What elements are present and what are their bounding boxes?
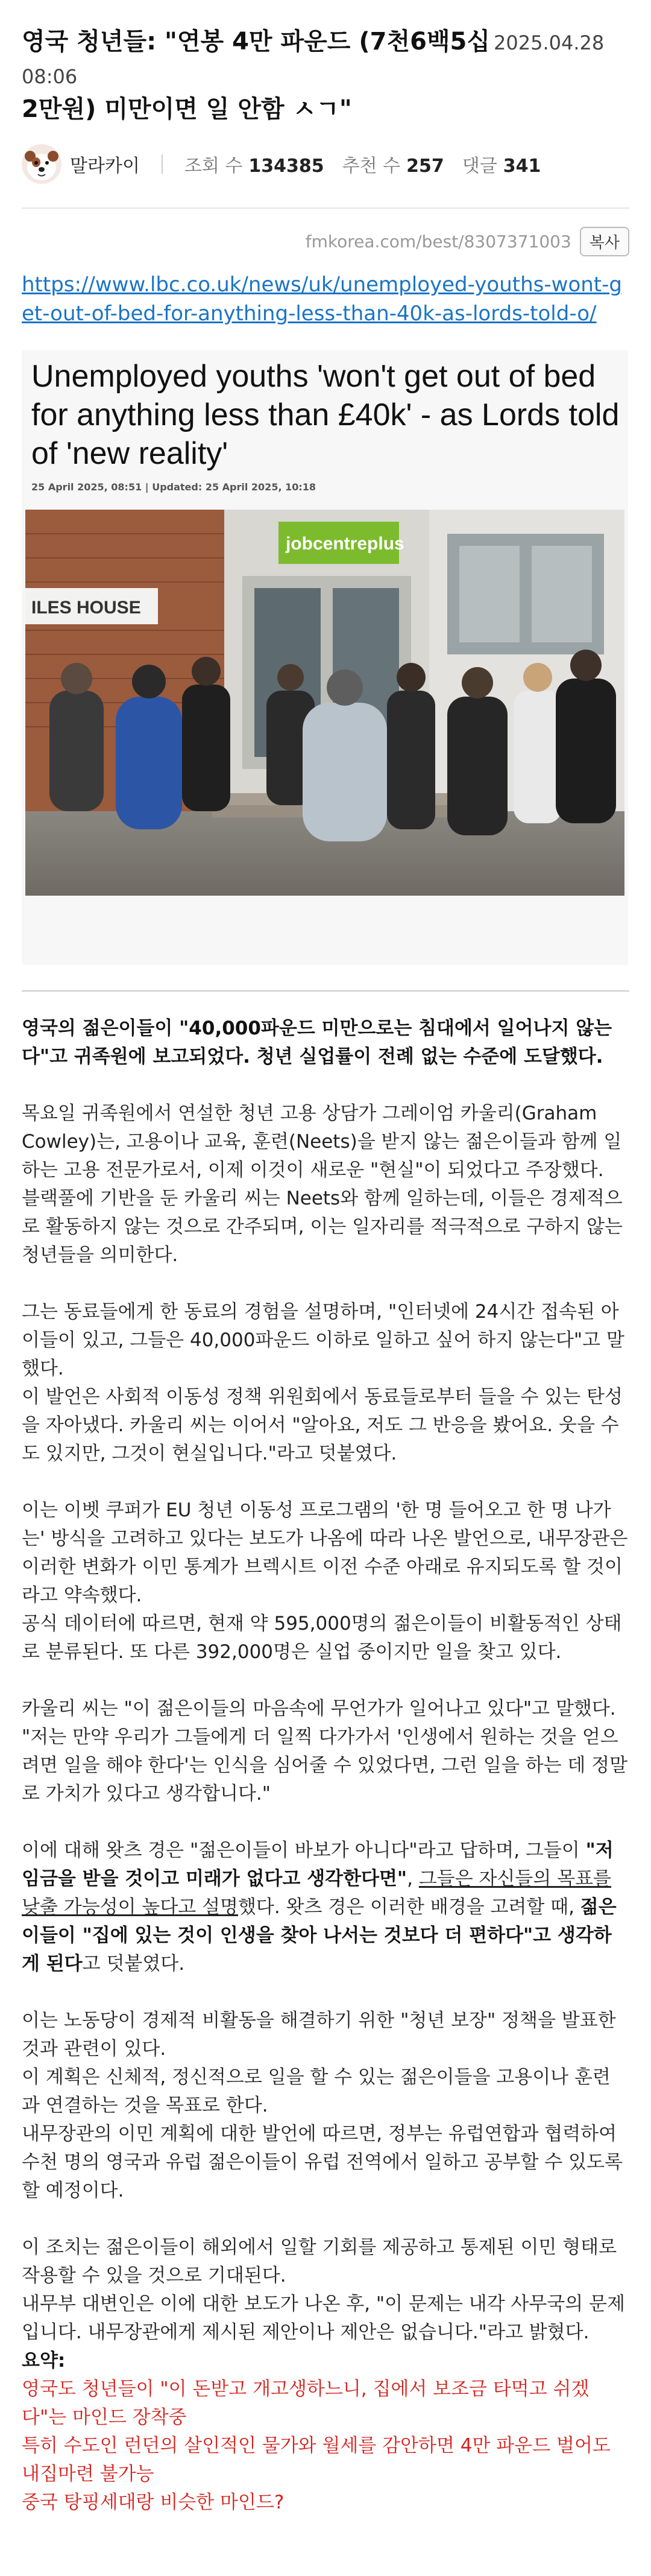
summary-line: 영국도 청년들이 "이 돈받고 개고생하느니, 집에서 보조금 타먹고 쉬겠다"는 마인드 장착중: [22, 2378, 590, 2428]
comment-count-label: 댓글: [462, 156, 497, 177]
article-headline: Unemployed youths 'won't get out of bed for anything less than £40k' - as Lords told of 'new reality': [31, 359, 620, 471]
text-run: 했다. 왓츠 경은 이러한 배경을 고려할 때,: [237, 1896, 580, 1918]
article-photo: [25, 510, 624, 896]
summary-line: 특히 수도인 런던의 살인적인 물가와 월세를 감안하면 4만 파운드 벌어도 내집마련 불가능: [22, 2435, 611, 2485]
post-date: 2025.04.28 08:06: [22, 31, 605, 88]
body-paragraph: 이 조치는 젊은이들이 해외에서 일할 기회를 제공하고 통제된 이민 형태로 작용할 수 있을 것으로 기대된다.: [22, 2236, 617, 2286]
like-count: [342, 151, 444, 177]
bold-run: 젊은이들이 "집에 있는 것이 인생을 찾아 나서는 것보다 더 편하다"고 생각하게 된다: [22, 1896, 617, 1975]
body-paragraph: 내무부 대변인은 이에 대한 보도가 나온 후, "이 문제는 내각 사무국의 문제입니다. 내무장관에게 제시된 제안이나 제안은 없습니다."라고 밝혔다.: [22, 2293, 625, 2343]
summary-line: 중국 탕핑세대랑 비슷한 마인드?: [22, 2492, 285, 2513]
text-run: ,: [407, 1868, 419, 1890]
article-screenshot: [22, 350, 628, 965]
header-divider: [22, 207, 629, 209]
content-divider: [22, 990, 629, 992]
like-count-label: 추천 수: [342, 156, 401, 177]
post-body: [22, 1014, 628, 2517]
copy-url-button[interactable]: 복사: [580, 227, 629, 256]
comment-count-value: 341: [503, 156, 541, 177]
view-count-value: 134385: [248, 156, 324, 177]
text-run: 이에 대해 왓츠 경은 "젊은이들이 바보가 아니다"라고 답하며, 그들이: [22, 1840, 586, 1861]
post-meta: [22, 141, 629, 187]
post-title-line2: 2만원) 미만이면 일 안함 ㅅㄱ": [22, 95, 352, 123]
photo-sign-left: ILES HOUSE: [31, 598, 141, 618]
body-paragraph-mixed: [22, 1837, 628, 1978]
body-lead: 영국의 젊은이들이 "40,000파운드 미만으로는 침대에서 일어나지 않는다"고 귀족원에 보고되었다. 청년 실업률이 전례 없는 수준에 도달했다.: [22, 1017, 612, 1068]
crowd: [49, 650, 616, 841]
like-count-value: 257: [406, 156, 444, 177]
bold-run: "저임금을 받을 것이고 미래가 없다고 생각한다면": [22, 1840, 614, 1890]
text-run: 고 덧붙였다.: [82, 1953, 185, 1975]
post-title: [22, 25, 629, 93]
source-link[interactable]: https://www.lbc.co.uk/news/uk/unemployed-youths-wont-get-out-of-bed-for-anything-less-than-40k-as-lords-told-o/: [22, 273, 622, 326]
post-title-line1: 영국 청년들: "연봉 4만 파운드 (7천6백5십: [22, 28, 491, 55]
body-paragraph: 공식 데이터에 따르면, 현재 약 595,000명의 젊은이들이 비활동적인 상태로 분류된다. 또 다른 392,000명은 실업 중이지만 일을 찾고 있다.: [22, 1613, 622, 1663]
body-paragraph: 블랙풀에 기반을 둔 카울리 씨는 Neets와 함께 일하는데, 이들은 경제적으로 활동하지 않는 것으로 간주되며, 이는 일자리를 적극적으로 구하지 않는 청년들을 의미한다.: [22, 1188, 623, 1266]
share-url-row: [22, 227, 629, 256]
avatar[interactable]: [22, 144, 61, 184]
author-name[interactable]: 말라카이: [70, 156, 140, 177]
article-date: 25 April 2025, 08:51 | Updated: 25 April 2025, 10:18: [31, 481, 316, 493]
post-header: [22, 0, 629, 187]
body-paragraph: "저는 만약 우리가 그들에게 더 일찍 다가가서 '인생에서 원하는 것을 얻으려면 일을 해야 한다'는 인식을 심어줄 수 있었다면, 그런 일을 하는 데 정말로 가치가 있다고 생각합니다.": [22, 1726, 628, 1805]
body-paragraph: 이는 이벳 쿠퍼가 EU 청년 이동성 프로그램의 '한 명 들어오고 한 명 나가는' 방식을 고려하고 있다는 보도가 나옴에 따라 나온 발언으로, 내무장관은 이러한 변화가 이민 통계가 브렉시트 이전 수준 아래로 유지되도록 할 것이라고 약속했다.: [22, 1499, 628, 1606]
post-url: fmkorea.com/best/8307371003: [305, 231, 571, 252]
meta-divider: [162, 154, 163, 174]
body-paragraph: 카울리 씨는 "이 젊은이들의 마음속에 무언가가 일어나고 있다"고 말했다.: [22, 1698, 616, 1720]
comment-count[interactable]: [462, 151, 541, 177]
summary-title: 요약:: [22, 2350, 66, 2372]
jobcentre-photo: [25, 510, 624, 896]
underlined-run: 그들은 자신들의 목표를 낮출 가능성이 높다고 설명: [22, 1868, 611, 1918]
photo-sign-center: jobcentreplus: [286, 534, 404, 554]
body-paragraph: 이는 노동당이 경제적 비활동을 해결하기 위한 "청년 보장" 정책을 발표한 것과 관련이 있다.: [22, 2010, 616, 2060]
body-paragraph: 이 계획은 신체적, 정신적으로 일을 할 수 있는 젊은이들을 고용이나 훈련과 연결하는 것을 목표로 한다.: [22, 2066, 611, 2116]
view-count: [184, 151, 324, 177]
body-paragraph: 목요일 귀족원에서 연설한 청년 고용 상담가 그레이엄 카울리(Graham Cowley)는, 고용이나 교육, 훈련(Neets)을 받지 않는 젊은이들과 함께 일하는 고용 전문가로서, 이제 이것이 새로운 "현실"이 되었다고 주장했다.: [22, 1103, 622, 1181]
body-paragraph: 이 발언은 사회적 이동성 정책 위원회에서 동료들로부터 들을 수 있는 탄성을 자아냈다. 카울리 씨는 이어서 "알아요, 저도 그 반응을 봤어요. 웃을 수도 있지만, 그것이 현실입니다."라고 덧붙였다.: [22, 1386, 623, 1464]
body-paragraph: 내무장관의 이민 계획에 대한 발언에 따르면, 정부는 유럽연합과 협력하여 수천 명의 영국과 유럽 젊은이들이 유럽 전역에서 일하고 공부할 수 있도록 할 예정이다.: [22, 2123, 623, 2201]
body-paragraph: 그는 동료들에게 한 동료의 경험을 설명하며, "인터넷에 24시간 접속된 아이들이 있고, 그들은 40,000파운드 이하로 일하고 싶어 하지 않는다"고 말했다.: [22, 1301, 624, 1379]
view-count-label: 조회 수: [184, 156, 243, 177]
avatar-image: [22, 144, 61, 184]
